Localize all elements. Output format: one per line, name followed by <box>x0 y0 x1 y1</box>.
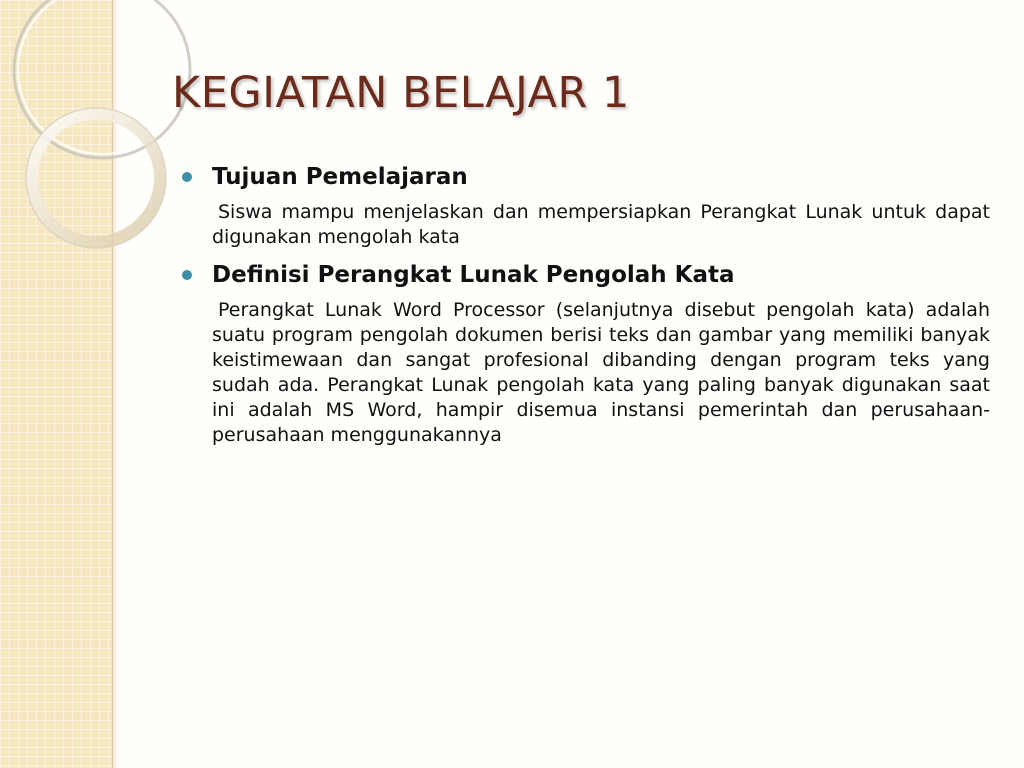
decorative-rings <box>0 0 200 280</box>
bullet-item-tujuan <box>182 164 990 190</box>
section-body-tujuan: Siswa mampu menjelaskan dan mempersiapkan Perangkat Lunak untuk dapat digunakan mengolah kata <box>212 201 990 248</box>
upper-ring-highlight <box>18 0 186 154</box>
section-heading-definisi: Definisi Perangkat Lunak Pengolah Kata <box>212 262 735 288</box>
lower-ring-shape <box>32 114 160 242</box>
bullet-item-definisi <box>182 262 990 288</box>
lower-ring-outline <box>26 108 166 248</box>
slide-title: KEGIATAN BELAJAR 1 <box>172 68 630 118</box>
section-body-definisi: Perangkat Lunak Word Processor (selanjutnya disebut pengolah kata) adalah suatu program pengolah dokumen berisi teks dan gambar yang memiliki banyak keistimewaan dan sangat profesional dibanding dengan program teks yang sudah ada. Perangkat Lunak pengolah kata yang paling banyak digunakan saat ini adalah MS Word, hampir disemua instansi pemerintah dan perusahaan-perusahaan menggunakannya <box>212 299 990 446</box>
section-heading-tujuan: Tujuan Pemelajaran <box>212 164 468 190</box>
bullet-dot-icon <box>182 270 192 280</box>
bullet-dot-icon <box>182 172 192 182</box>
slide-content <box>182 164 990 448</box>
